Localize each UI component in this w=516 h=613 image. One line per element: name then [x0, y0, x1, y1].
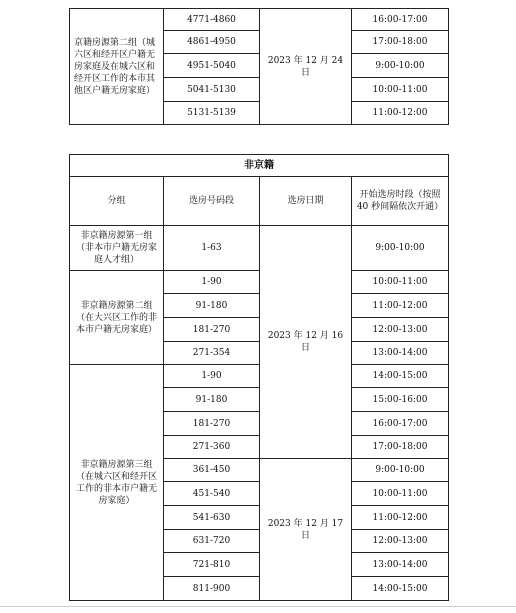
range-cell: 361-450	[164, 459, 260, 482]
group-cell: 非京籍房源第一组（非本市户籍无房家庭人才组）	[70, 226, 164, 271]
range-cell: 5131-5139	[164, 102, 260, 125]
time-cell: 14:00-15:00	[352, 577, 449, 601]
header-group: 分组	[70, 177, 164, 226]
time-cell: 11:00-12:00	[352, 506, 449, 530]
time-cell: 9:00-10:00	[352, 226, 449, 271]
table-row	[70, 9, 449, 31]
time-cell: 16:00-17:00	[352, 412, 449, 436]
range-cell: 451-540	[164, 482, 260, 506]
time-cell: 15:00-16:00	[352, 388, 449, 412]
range-cell: 721-810	[164, 553, 260, 577]
range-cell: 1-90	[164, 365, 260, 388]
time-cell: 10:00-11:00	[352, 271, 449, 294]
table-title: 非京籍	[70, 155, 449, 177]
time-cell: 17:00-18:00	[352, 31, 449, 54]
range-cell: 811-900	[164, 577, 260, 601]
time-cell: 11:00-12:00	[352, 294, 449, 318]
group-cell: 非京籍房源第三组（在城六区和经开区工作的非本市户籍无房家庭）	[70, 365, 164, 601]
date-cell: 2023 年 12 月 17 日	[260, 459, 352, 601]
date-cell: 2023 年 12 月 24 日	[260, 9, 352, 125]
table-row	[70, 226, 449, 271]
time-cell: 14:00-15:00	[352, 365, 449, 388]
group-cell: 京籍房源第二组（城六区和经开区户籍无房家庭及在城六区和经开区工作的本市其他区户籍无房家庭）	[70, 9, 164, 125]
table-row	[70, 271, 449, 294]
range-cell: 271-354	[164, 342, 260, 365]
range-cell: 271-360	[164, 436, 260, 459]
range-cell: 541-630	[164, 506, 260, 530]
time-cell: 9:00-10:00	[352, 459, 449, 482]
range-cell: 631-720	[164, 530, 260, 553]
time-cell: 10:00-11:00	[352, 78, 449, 102]
range-cell: 91-180	[164, 294, 260, 318]
header-date: 选房日期	[260, 177, 352, 226]
time-cell: 13:00-14:00	[352, 342, 449, 365]
time-cell: 17:00-18:00	[352, 436, 449, 459]
time-cell: 11:00-12:00	[352, 102, 449, 125]
time-cell: 10:00-11:00	[352, 482, 449, 506]
range-cell: 4861-4950	[164, 31, 260, 54]
range-cell: 4951-5040	[164, 54, 260, 78]
range-cell: 181-270	[164, 318, 260, 342]
date-cell: 2023 年 12 月 16 日	[260, 226, 352, 459]
header-time: 开始选房时段（按照 40 秒间隔依次开通）	[352, 177, 449, 226]
time-cell: 9:00-10:00	[352, 54, 449, 78]
header-range: 选房号码段	[164, 177, 260, 226]
time-cell: 16:00-17:00	[352, 9, 449, 31]
table-header-row	[70, 177, 449, 226]
time-cell: 12:00-13:00	[352, 530, 449, 553]
range-cell: 1-90	[164, 271, 260, 294]
range-cell: 4771-4860	[164, 9, 260, 31]
page-divider	[0, 606, 516, 607]
time-cell: 13:00-14:00	[352, 553, 449, 577]
range-cell: 5041-5130	[164, 78, 260, 102]
table-title-row	[70, 155, 449, 177]
table-row	[70, 365, 449, 388]
time-cell: 12:00-13:00	[352, 318, 449, 342]
table-non-beijing	[69, 154, 449, 601]
group-cell: 非京籍房源第二组（在大兴区工作的非本市户籍无房家庭）	[70, 271, 164, 365]
range-cell: 181-270	[164, 412, 260, 436]
range-cell: 1-63	[164, 226, 260, 271]
range-cell: 91-180	[164, 388, 260, 412]
table-continuation	[69, 8, 449, 125]
